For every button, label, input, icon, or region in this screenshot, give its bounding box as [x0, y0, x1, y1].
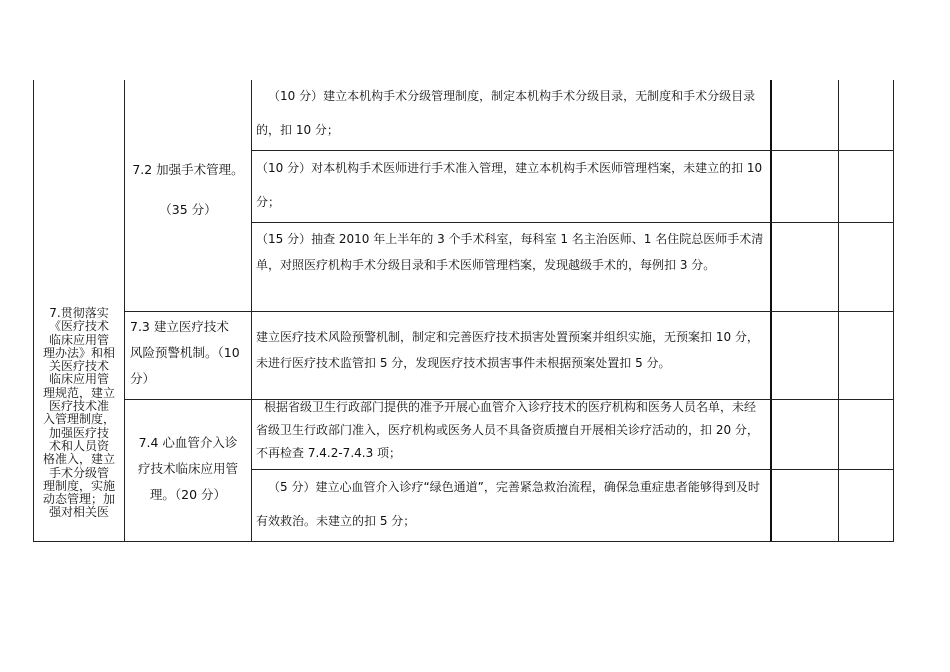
table-border-bottom	[33, 541, 894, 542]
item-title-7-3: 7.3 建立医疗技术 风险预警机制。（10 分）	[130, 319, 240, 386]
table-border-left	[33, 80, 34, 542]
criterion-7-2-3: （15 分）抽查 2010 年上半年的 3 个手术科室，每科室 1 名主治医师、1 名住院总医师手术清单，对照医疗机构手术分级目录和手术医师管理档案，发现越级手术的，每例扣 3 分。	[256, 232, 764, 272]
criterion-7-4-2: （5 分）建立心血管介入诊疗“绿色通道”，完善紧急救治流程，确保急重症患者能够得到及时有效救治。未建立的扣 5 分；	[256, 480, 760, 528]
category-cell: 7.贯彻落实 《医疗技术 临床应用管 理办法》和相 关医疗技术 临床应用管 理规范，建立 医疗技术准 入管理制度， 加强医疗技 术和人员资 格准入，建立 手术分级管 理制度，实施 动态管理；加 强对相关医	[42, 306, 115, 520]
item-title-7-4: 7.4 心血管介入诊 疗技术临床应用管 理。（20 分）	[137, 435, 238, 502]
row-divider	[124, 311, 894, 312]
criterion-7-2-2: （10 分）对本机构手术医师进行手术准入管理，建立本机构手术医师管理档案，未建立的扣 10 分；	[256, 161, 763, 209]
criterion-7-2-1: （10 分）建立本机构手术分级管理制度，制定本机构手术分级目录，无制度和手术分级目录的，扣 10 分；	[256, 89, 756, 137]
criterion-7-3-1: 建立医疗技术风险预警机制，制定和完善医疗技术损害处置预案并组织实施，无预案扣 10 分，未进行医疗技术监管扣 5 分，发现医疗技术损害事件未根据预案处置扣 5 分。	[256, 330, 759, 370]
row-divider	[251, 222, 894, 223]
criterion-7-4-1: 根据省级卫生行政部门提供的准予开展心血管介入诊疗技术的医疗机构和医务人员名单，未经省级卫生行政部门准入，医疗机构或医务人员不具备资质擅自开展相关诊疗活动的，扣 20 分，不再检查 7.4.2-7.4.3 项；	[256, 400, 759, 460]
item-title-7-2: 7.2 加强手术管理。 （35 分）	[132, 162, 244, 217]
